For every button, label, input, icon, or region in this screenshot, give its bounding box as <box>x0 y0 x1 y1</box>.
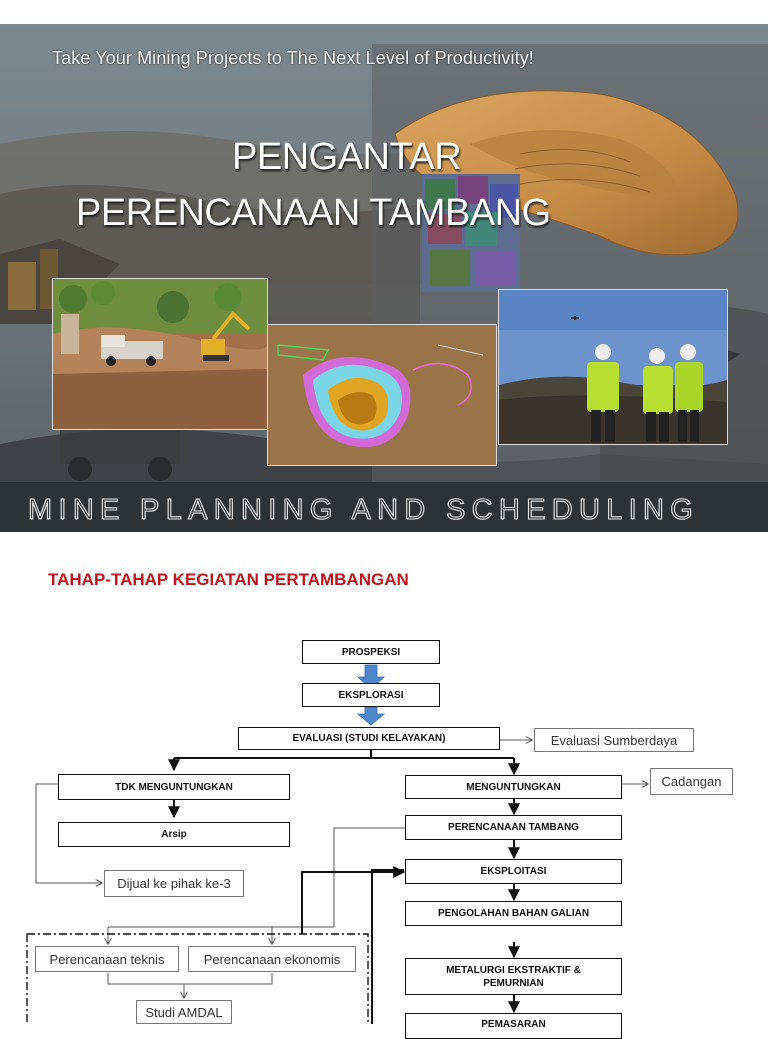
footer-title: MINE PLANNING AND SCHEDULING <box>28 494 700 526</box>
box-pemasaran: PEMASARAN <box>405 1013 622 1039</box>
box-eksploitasi: EKSPLOITASI <box>405 859 622 884</box>
box-menguntungkan: MENGUNTUNGKAN <box>405 775 622 799</box>
box-metalurgi <box>405 958 622 995</box>
box-arsip: Arsip <box>58 822 290 847</box>
box-prospeksi: PROSPEKSI <box>302 640 440 664</box>
box-metalurgi-line-2: PEMURNIAN <box>483 977 544 989</box>
note-perencanaan-ekonomis: Perencanaan ekonomis <box>188 946 356 972</box>
flowchart-heading: TAHAP-TAHAP KEGIATAN PERTAMBANGAN <box>48 570 409 589</box>
slide-title-line-1: PENGANTAR <box>232 136 462 178</box>
note-studi-amdal: Studi AMDAL <box>136 1000 232 1024</box>
pit-design-model-image <box>267 324 497 466</box>
tagline: Take Your Mining Projects to The Next Level of Productivity! <box>52 48 534 68</box>
note-cadangan: Cadangan <box>650 768 733 795</box>
mine-workers-photo <box>498 289 728 445</box>
box-evaluasi: EVALUASI (STUDI KELAYAKAN) <box>238 727 500 750</box>
box-metalurgi-line-1: METALURGI EKSTRAKTIF & <box>446 964 581 976</box>
box-perencanaan-tambang: PERENCANAAN TAMBANG <box>405 815 622 840</box>
box-pengolahan-bahan-galian: PENGOLAHAN BAHAN GALIAN <box>405 901 622 926</box>
title-slide <box>0 24 768 532</box>
slide-title-line-2: PERENCANAAN TAMBANG <box>76 192 551 234</box>
box-eksplorasi: EKSPLORASI <box>302 683 440 707</box>
note-perencanaan-teknis: Perencanaan teknis <box>35 946 179 972</box>
box-tdk-menguntungkan: TDK MENGUNTUNGKAN <box>58 774 290 800</box>
note-evaluasi-sumberdaya: Evaluasi Sumberdaya <box>534 728 694 752</box>
note-dijual-ke-pihak-ke-3: Dijual ke pihak ke-3 <box>104 870 244 897</box>
excavation-site-photo <box>52 278 268 430</box>
flowchart-slide <box>0 532 768 1030</box>
